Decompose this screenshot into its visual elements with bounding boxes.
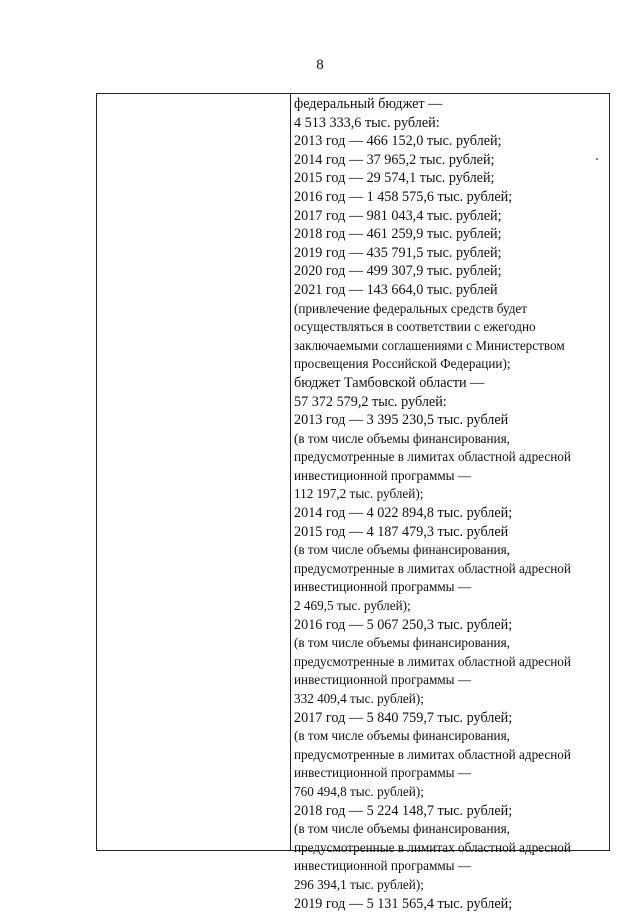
text-line: инвестиционной программы — [294, 467, 472, 483]
text-line: осуществляться в соответствии с ежегодно [294, 319, 536, 335]
text-line: федеральный бюджет — [294, 96, 443, 112]
text-line: 760 494,8 тыс. рублей); [294, 783, 424, 799]
text-line: предусмотренные в лимитах областной адресной [294, 839, 571, 855]
column-divider [290, 94, 291, 850]
text-line: просвещения Российской Федерации); [294, 356, 511, 372]
financing-lines [294, 95, 605, 913]
financing-table [96, 93, 610, 912]
text-line: 2017 год — 981 043,4 тыс. рублей; [294, 207, 502, 224]
text-line: инвестиционной программы — [294, 765, 472, 781]
text-line: инвестиционной программы — [294, 858, 472, 874]
text-line: 296 394,1 тыс. рублей); [294, 876, 424, 892]
text-line: заключаемыми соглашениями с Министерством [294, 337, 565, 353]
text-line: 112 197,2 тыс. рублей); [294, 486, 424, 502]
text-line: 2 469,5 тыс. рублей); [294, 598, 411, 614]
text-line: (привлечение федеральных средств будет [294, 300, 528, 316]
text-line: 2017 год — 5 840 759,7 тыс. рублей; [294, 709, 513, 726]
text-line: предусмотренные в лимитах областной адресной [294, 560, 571, 576]
text-line: 2020 год — 499 307,9 тыс. рублей; [294, 263, 502, 280]
text-line: предусмотренные в лимитах областной адресной [294, 449, 571, 465]
text-line: 2016 год — 5 067 250,3 тыс. рублей; [294, 616, 513, 633]
table-right-cell [294, 95, 605, 912]
text-line: 2015 год — 4 187 479,3 тыс. рублей [294, 523, 509, 540]
text-line: 2014 год — 37 965,2 тыс. рублей; [294, 151, 495, 168]
text-line: 2019 год — 435 791,5 тыс. рублей; [294, 244, 502, 261]
text-line: 57 372 579,2 тыс. рублей: [294, 393, 447, 410]
scan-speck [596, 158, 598, 160]
text-line: (в том числе объемы финансирования, [294, 728, 510, 744]
text-line: (в том числе объемы финансирования, [294, 430, 510, 446]
text-line: инвестиционной программы — [294, 579, 472, 595]
text-line: предусмотренные в лимитах областной адресной [294, 653, 571, 669]
text-line: 2016 год — 1 458 575,6 тыс. рублей; [294, 188, 513, 205]
text-line: 2018 год — 5 224 148,7 тыс. рублей; [294, 802, 513, 819]
text-line: инвестиционной программы — [294, 672, 472, 688]
text-line: предусмотренные в лимитах областной адресной [294, 746, 571, 762]
table-left-cell [97, 94, 290, 850]
text-line: (в том числе объемы финансирования, [294, 542, 510, 558]
text-line: (в том числе объемы финансирования, [294, 821, 510, 837]
text-line: 2021 год — 143 664,0 тыс. рублей [294, 281, 498, 298]
text-line: 2019 год — 5 131 565,4 тыс. рублей; [294, 895, 513, 912]
text-line: 2018 год — 461 259,9 тыс. рублей; [294, 226, 502, 243]
text-line: 2014 год — 4 022 894,8 тыс. рублей; [294, 505, 513, 522]
text-line: 2015 год — 29 574,1 тыс. рублей; [294, 170, 495, 187]
text-line: (в том числе объемы финансирования, [294, 635, 510, 651]
page-number: 8 [316, 57, 324, 73]
text-line: 4 513 333,6 тыс. рублей: [294, 114, 440, 131]
text-line: 2013 год — 466 152,0 тыс. рублей; [294, 133, 502, 150]
text-line: 2013 год — 3 395 230,5 тыс. рублей [294, 412, 509, 429]
text-line: 332 409,4 тыс. рублей); [294, 691, 424, 706]
text-line: бюджет Тамбовской области — [294, 374, 485, 391]
